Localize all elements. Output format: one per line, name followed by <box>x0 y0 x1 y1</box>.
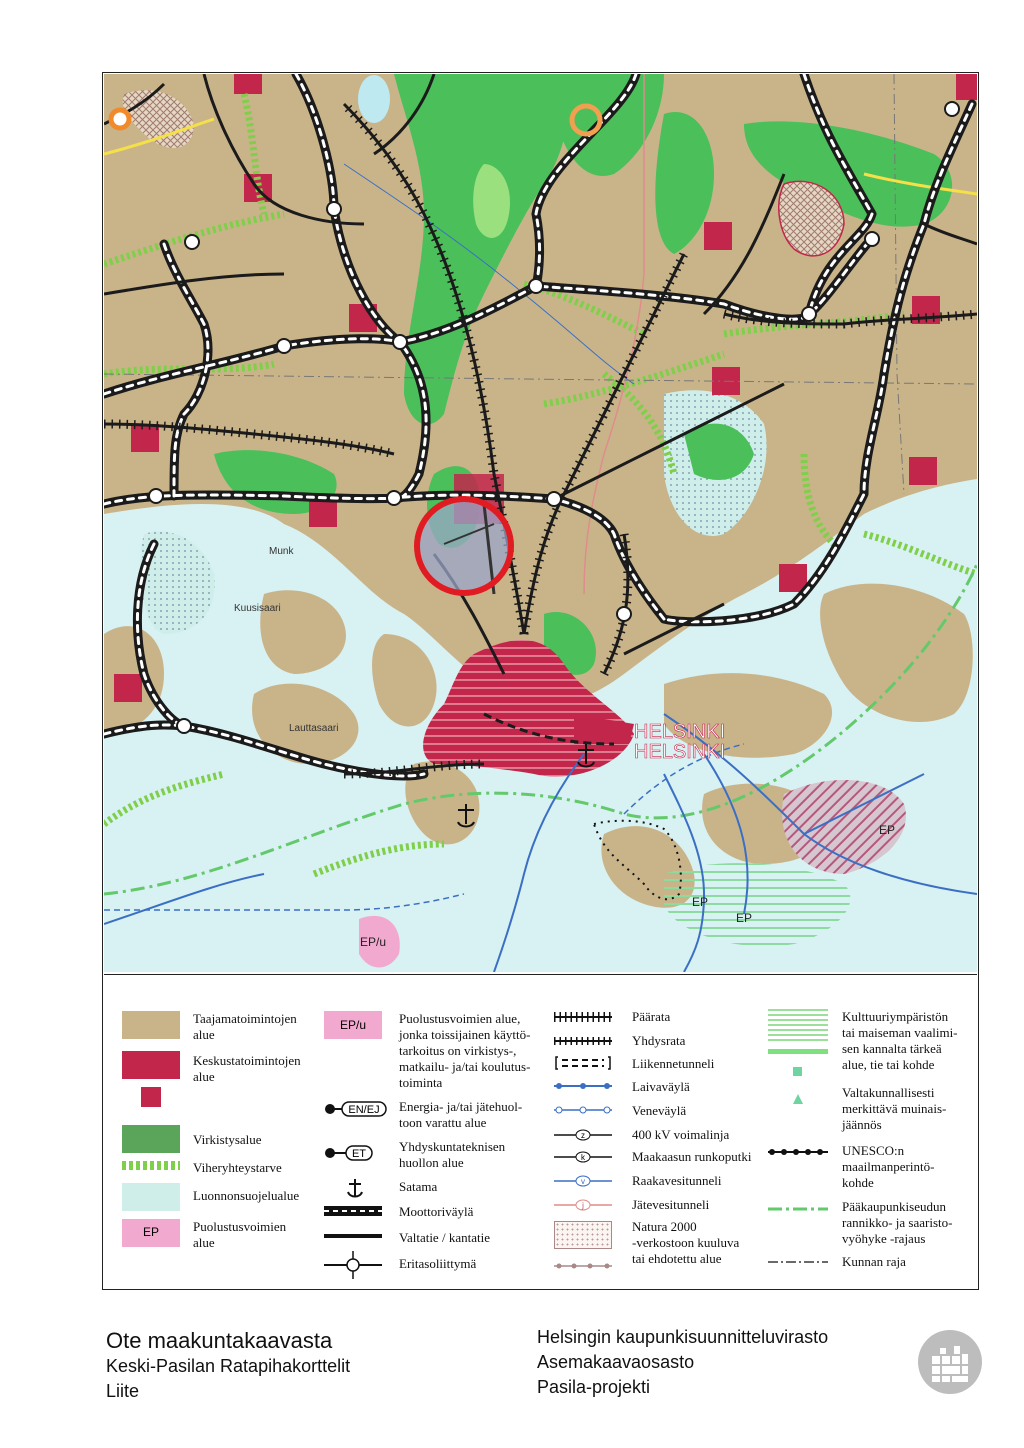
map-label-ep-u: EP/u <box>360 935 387 949</box>
urban-area-swatch <box>122 1011 180 1039</box>
legend-cultural-environment: Kulttuuriympäristön tai maiseman vaalimi- sen kannalta tärkeä alue, tie tai kohde <box>842 1009 958 1072</box>
power-line-letter: z <box>581 1131 585 1140</box>
central-area-swatch <box>122 1051 180 1079</box>
connecting-railway-symbol <box>554 1035 612 1047</box>
legend-natura: Natura 2000 -verkostoon kuuluva tai ehdotettu alue <box>632 1219 740 1266</box>
conservation-area-swatch <box>122 1183 180 1211</box>
project-name: Pasila-projekti <box>537 1377 651 1397</box>
map-label-helsinki-2: HELSINKI <box>634 741 726 763</box>
defence-recreation-badge: EP/u <box>339 1018 366 1032</box>
page-subtitle: Keski-Pasilan Ratapihakorttelit <box>106 1356 351 1376</box>
legend-ancient-monument: Valtakunnallisesti merkittävä muinais- jäännös <box>842 1085 947 1132</box>
map-label-ep-1: EP <box>879 823 896 837</box>
map-label-lauttasaari: Lauttasaari <box>289 723 339 734</box>
lake <box>358 75 390 123</box>
green-link-swatch <box>122 1161 180 1170</box>
map-canvas <box>104 74 977 972</box>
boat-route-symbol <box>554 1105 612 1115</box>
technical-maintenance-label: ET <box>351 1148 367 1160</box>
legend-urban-area: Taajamatoimintojen alue <box>193 1011 297 1042</box>
page-note: Liite <box>106 1381 140 1401</box>
map-label-ep-3: EP <box>736 911 753 925</box>
anchor-icon <box>344 1177 366 1199</box>
legend-energy-area: Energia- ja/tai jätehuol- toon varattu alue <box>399 1099 523 1130</box>
legend-defence-recreation: Puolustusvoimien alue, jonka toissijainen käyttö- tarkoitus on virkistys-, matkailu- ja/tai koulutus- toiminta <box>399 1011 531 1090</box>
recreation-area-swatch <box>122 1125 180 1153</box>
sewage-tunnel-symbol <box>554 1199 612 1211</box>
building-icon <box>918 1330 982 1394</box>
map-label-munk: Munk <box>269 546 294 557</box>
defence-area-badge: EP <box>142 1225 159 1239</box>
legend-boat-route: Veneväylä <box>632 1103 687 1118</box>
legend-gas-pipeline: Maakaasun runkoputki <box>632 1149 752 1164</box>
map-legend <box>104 974 977 1288</box>
cultural-road-swatch <box>768 1049 828 1054</box>
county-boundary <box>104 374 977 384</box>
sewage-letter: j <box>582 1201 584 1210</box>
motorway-symbol <box>324 1205 382 1217</box>
energy-symbol-label: EN/EJ <box>348 1104 380 1116</box>
legend-unesco: UNESCO:n maailmanperintö- kohde <box>842 1143 935 1190</box>
gas-pipeline-letter: k <box>581 1153 585 1162</box>
legend-recreation-area: Virkistysalue <box>193 1132 262 1147</box>
traffic-tunnel-symbol <box>554 1055 612 1071</box>
legend-coastal-zone: Pääkaupunkiseudun rannikko- ja saaristo- vyöhyke -rajaus <box>842 1199 953 1246</box>
main-railway-symbol <box>554 1011 612 1023</box>
legend-main-railway: Päärata <box>632 1009 671 1024</box>
cultural-environment-swatch <box>768 1009 828 1041</box>
legend-central-area: Keskustatoimintojen alue <box>193 1053 301 1084</box>
department-name: Asemakaavaosasto <box>537 1352 695 1372</box>
map-label-kuusisaari: Kuusisaari <box>234 603 281 614</box>
map-label-helsinki-1: HELSINKI <box>634 721 726 743</box>
ship-route-symbol <box>554 1081 612 1091</box>
legend-traffic-tunnel: Liikennetunneli <box>632 1056 715 1071</box>
natura-line-symbol <box>554 1261 612 1271</box>
unesco-symbol <box>768 1147 828 1157</box>
legend-technical-maintenance: Yhdyskuntateknisen huollon alue <box>399 1139 506 1170</box>
legend-defence-area: Puolustusvoimien alue <box>193 1219 287 1250</box>
technical-maintenance-symbol <box>324 1145 390 1161</box>
legend-harbour: Satama <box>399 1179 438 1194</box>
map-label-ep-2: EP <box>692 895 709 909</box>
raw-water-tunnel-symbol <box>554 1175 612 1187</box>
legend-power-line: 400 kV voimalinja <box>632 1127 730 1142</box>
main-road-symbol <box>324 1234 382 1238</box>
city-planning-logo <box>918 1330 982 1394</box>
natura-swatch <box>554 1221 612 1249</box>
legend-interchange: Eritasoliittymä <box>399 1256 477 1271</box>
municipal-border-symbol <box>768 1259 828 1265</box>
legend-conservation-area: Luonnonsuojelualue <box>193 1188 300 1203</box>
legend-main-road: Valtatie / kantatie <box>399 1230 490 1245</box>
organisation-name: Helsingin kaupunkisuunnitteluvirasto <box>537 1327 829 1347</box>
legend-raw-water-tunnel: Raakavesitunneli <box>632 1173 722 1188</box>
power-line-symbol <box>554 1129 612 1141</box>
gas-pipeline-symbol <box>554 1151 612 1163</box>
regional-plan-map <box>104 74 977 972</box>
raw-water-letter: v <box>581 1177 585 1186</box>
project-site-highlight <box>417 499 511 594</box>
page-title: Ote maakuntakaavasta <box>106 1328 333 1353</box>
legend-municipal-border: Kunnan raja <box>842 1254 906 1269</box>
legend-connecting-railway: Yhdysrata <box>632 1033 686 1048</box>
legend-sewage-tunnel: Jätevesitunneli <box>632 1197 710 1212</box>
energy-symbol <box>324 1101 390 1117</box>
legend-green-link: Viheryhteystarve <box>193 1160 282 1175</box>
cultural-point-swatch <box>793 1067 802 1076</box>
legend-motorway: Moottoriväylä <box>399 1204 474 1219</box>
coastal-zone-symbol <box>768 1205 828 1213</box>
interchange-symbol <box>324 1251 382 1279</box>
legend-ship-route: Laivaväylä <box>632 1079 690 1094</box>
central-area-small-swatch <box>141 1087 161 1107</box>
ancient-monument-icon <box>792 1093 804 1105</box>
